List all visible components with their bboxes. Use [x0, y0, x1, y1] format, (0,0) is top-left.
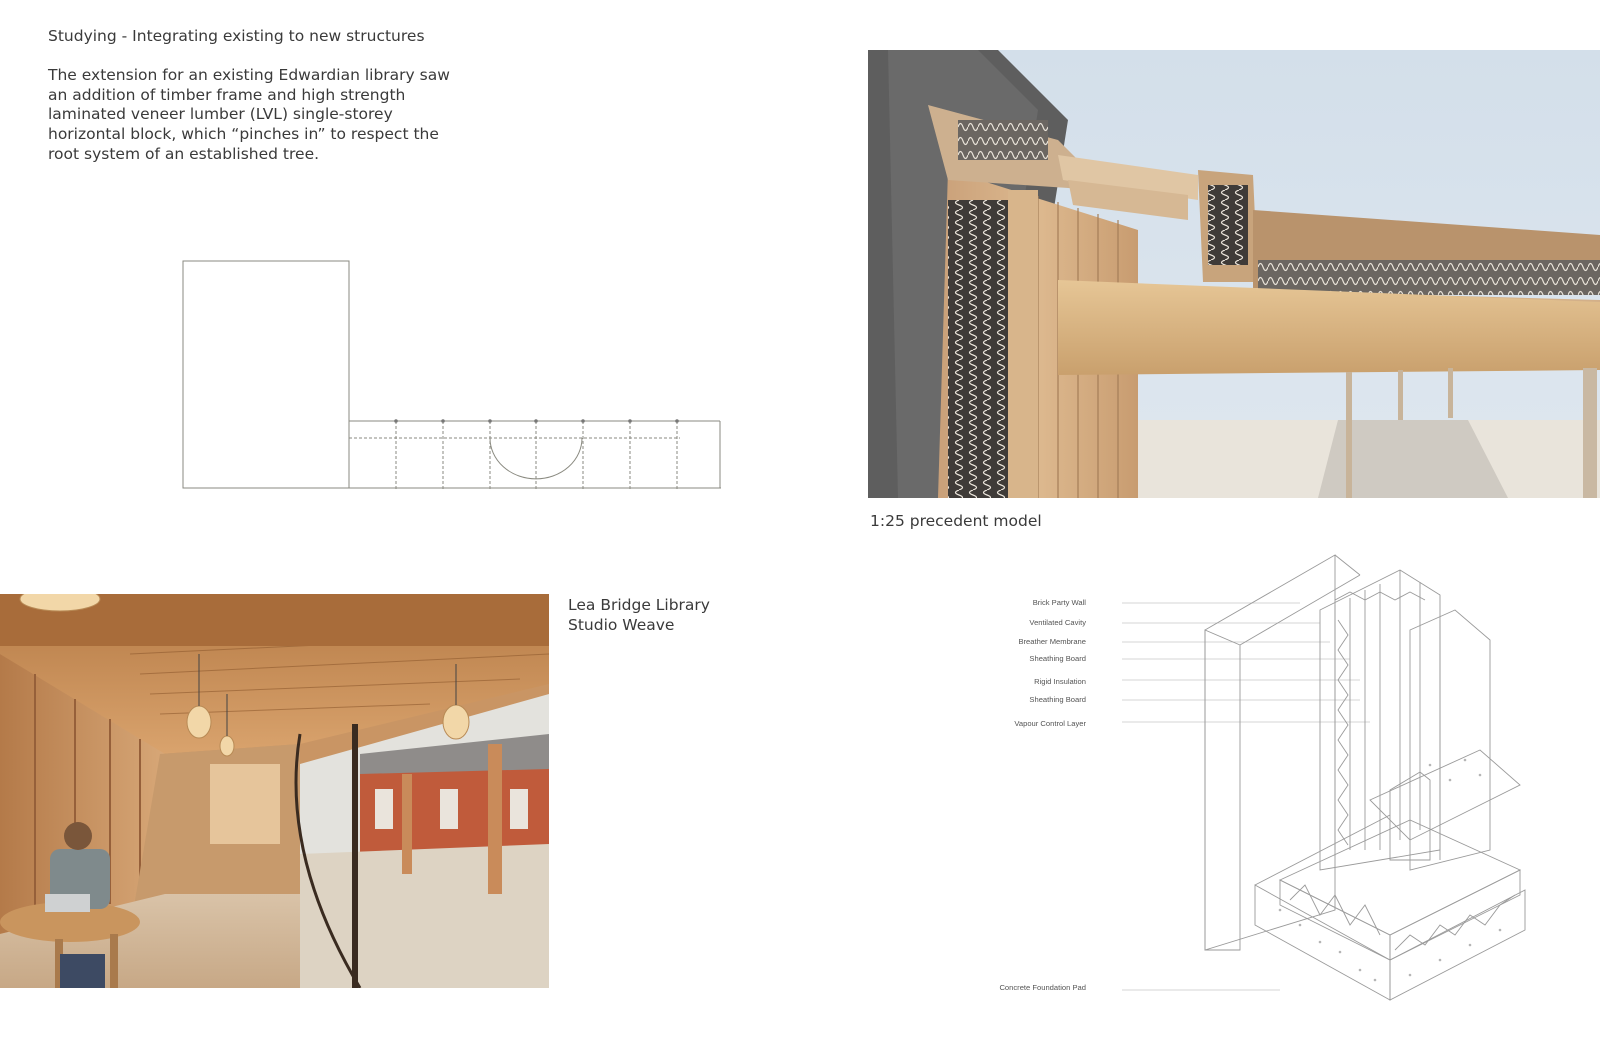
layer-label: Concrete Foundation Pad: [999, 983, 1086, 992]
existing-building-outline: [183, 261, 349, 488]
layer-label: Sheathing Board: [1029, 654, 1086, 663]
wall-section-axonometric: [1090, 550, 1570, 1030]
plan-diagram: [170, 250, 740, 500]
model-caption: 1:25 precedent model: [870, 512, 1042, 530]
library-architect: Studio Weave: [568, 616, 675, 634]
layer-label: Ventilated Cavity: [1029, 618, 1086, 627]
library-name: Lea Bridge Library: [568, 596, 710, 614]
page-heading: Studying - Integrating existing to new structures: [48, 27, 425, 45]
intro-paragraph: The extension for an existing Edwardian library saw an addition of timber frame and high strength laminated veneer lumber (LVL) single-storey horizontal block, which “pinches in” to respect the root system of an established tree.: [48, 66, 450, 163]
layer-label: Sheathing Board: [1029, 695, 1086, 704]
library-interior-photo: [0, 594, 549, 988]
precedent-model-photo: [868, 50, 1600, 498]
layer-label: Breather Membrane: [1018, 637, 1086, 646]
layer-label: Rigid Insulation: [1034, 677, 1086, 686]
layer-label: Vapour Control Layer: [1014, 719, 1086, 728]
library-caption: [568, 595, 710, 635]
layer-label: Brick Party Wall: [1032, 598, 1086, 607]
extension-outline: [349, 421, 721, 488]
